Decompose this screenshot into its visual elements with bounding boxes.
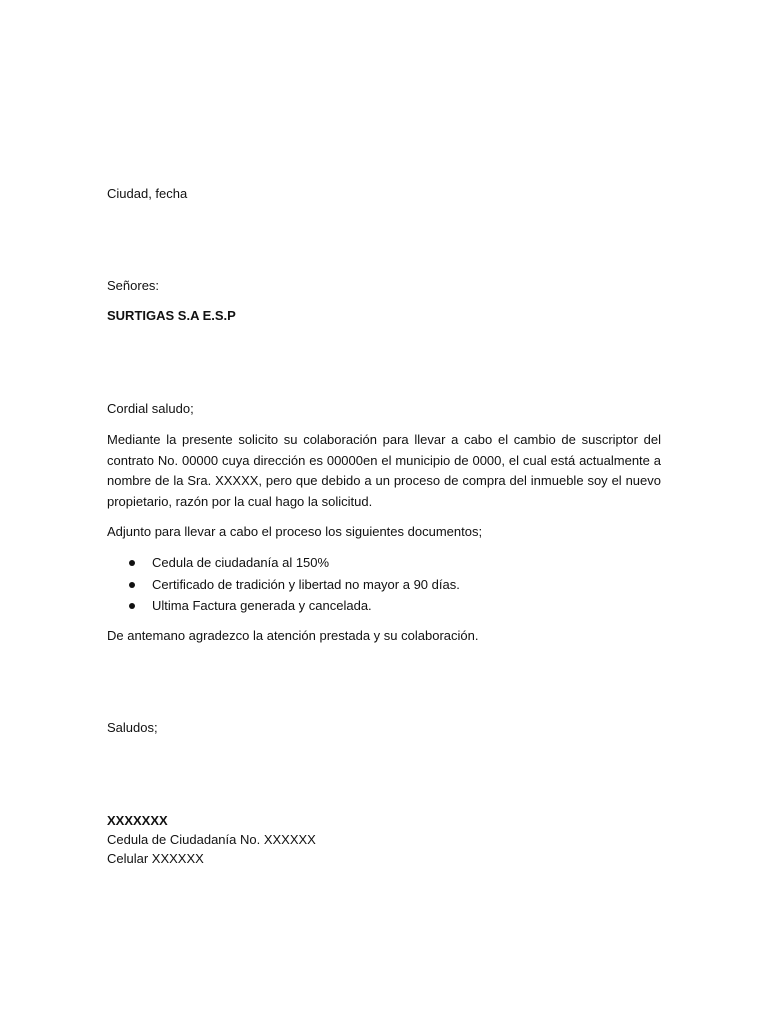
- bullet-icon: [129, 560, 135, 566]
- attachment-label: Certificado de tradición y libertad no mayor a 90 días.: [152, 576, 460, 592]
- greeting: Cordial saludo;: [107, 401, 194, 416]
- attachments-list: [107, 554, 460, 619]
- list-item: [107, 576, 460, 598]
- bullet-icon: [129, 603, 135, 609]
- signer-phone: Celular XXXXXX: [107, 851, 204, 866]
- body-paragraph: Mediante la presente solicito su colaboración para llevar a cabo el cambio de suscriptor del contrato No. 00000 cuya dirección es 00000en el municipio de 0000, el cual está actualmente a nombre de la Sra. XXXXX, pero que debido a un proceso de compra del inmueble soy el nuevo propietario, razón por la cual hago la solicitud.: [107, 432, 661, 509]
- salutation-to: Señores:: [107, 278, 160, 293]
- recipient-name: SURTIGAS S.A E.S.P: [107, 308, 236, 323]
- list-item: [107, 597, 460, 619]
- closing: Saludos;: [107, 720, 158, 735]
- attachments-intro: Adjunto para llevar a cabo el proceso los siguientes documentos;: [107, 524, 483, 539]
- attachment-label: Cedula de ciudadanía al 150%: [152, 555, 330, 570]
- attachment-label: Ultima Factura generada y cancelada.: [152, 598, 372, 613]
- signer-name: XXXXXXX: [107, 813, 168, 828]
- signer-id: Cedula de Ciudadanía No. XXXXXX: [107, 832, 316, 847]
- bullet-icon: [129, 582, 135, 588]
- thanks-line: De antemano agradezco la atención prestada y su colaboración.: [107, 628, 479, 643]
- list-item: [107, 554, 460, 576]
- place-date: Ciudad, fecha: [107, 186, 188, 201]
